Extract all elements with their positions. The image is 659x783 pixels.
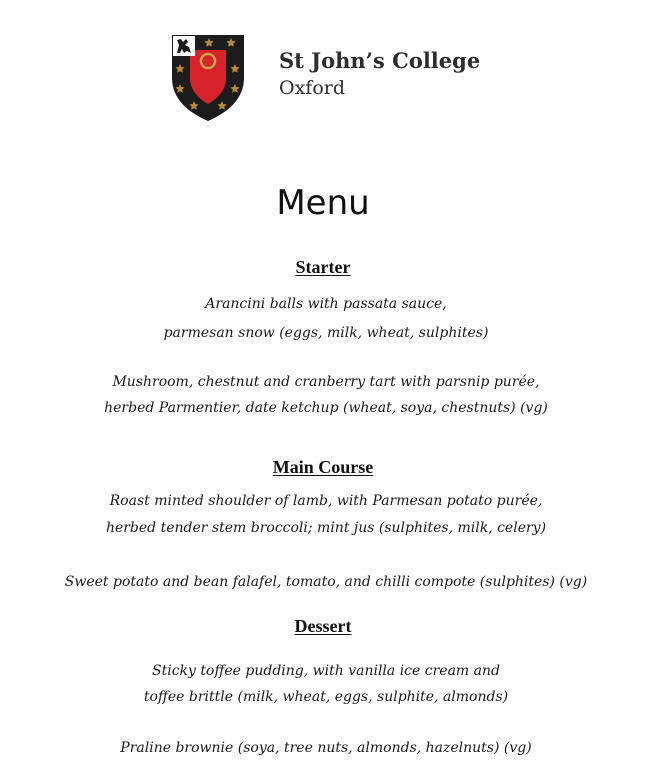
- college-wordmark: [279, 48, 480, 101]
- dish-line: Sweet potato and bean falafel, tomato, and chilli compote (sulphites) (vg): [64, 574, 588, 590]
- section-title-starter: Starter: [295, 257, 351, 277]
- dish-line: herbed Parmentier, date ketchup (wheat, soya, chestnuts) (vg): [104, 400, 548, 416]
- college-crest-icon: [171, 34, 245, 122]
- college-header: [171, 34, 480, 122]
- dish-line: Sticky toffee pudding, with vanilla ice cream and: [152, 663, 500, 679]
- college-name: St John’s College: [279, 48, 481, 73]
- college-city: Oxford: [279, 77, 346, 99]
- dish-line: Arancini balls with passata sauce,: [205, 296, 447, 312]
- dish-line: Roast minted shoulder of lamb, with Parmesan potato purée,: [109, 493, 543, 509]
- section-title-main-course: Main Course: [272, 457, 374, 477]
- dish-line: Praline brownie (soya, tree nuts, almonds, hazelnuts) (vg): [120, 740, 532, 756]
- dish-line: Mushroom, chestnut and cranberry tart with parsnip purée,: [112, 374, 540, 390]
- menu-title: Menu: [276, 183, 370, 223]
- dish-line: toffee brittle (milk, wheat, eggs, sulphite, almonds): [143, 689, 509, 705]
- dish-line: herbed tender stem broccoli; mint jus (sulphites, milk, celery): [105, 520, 547, 536]
- dish-line: parmesan snow (eggs, milk, wheat, sulphites): [163, 325, 489, 341]
- section-title-dessert: Dessert: [294, 616, 352, 636]
